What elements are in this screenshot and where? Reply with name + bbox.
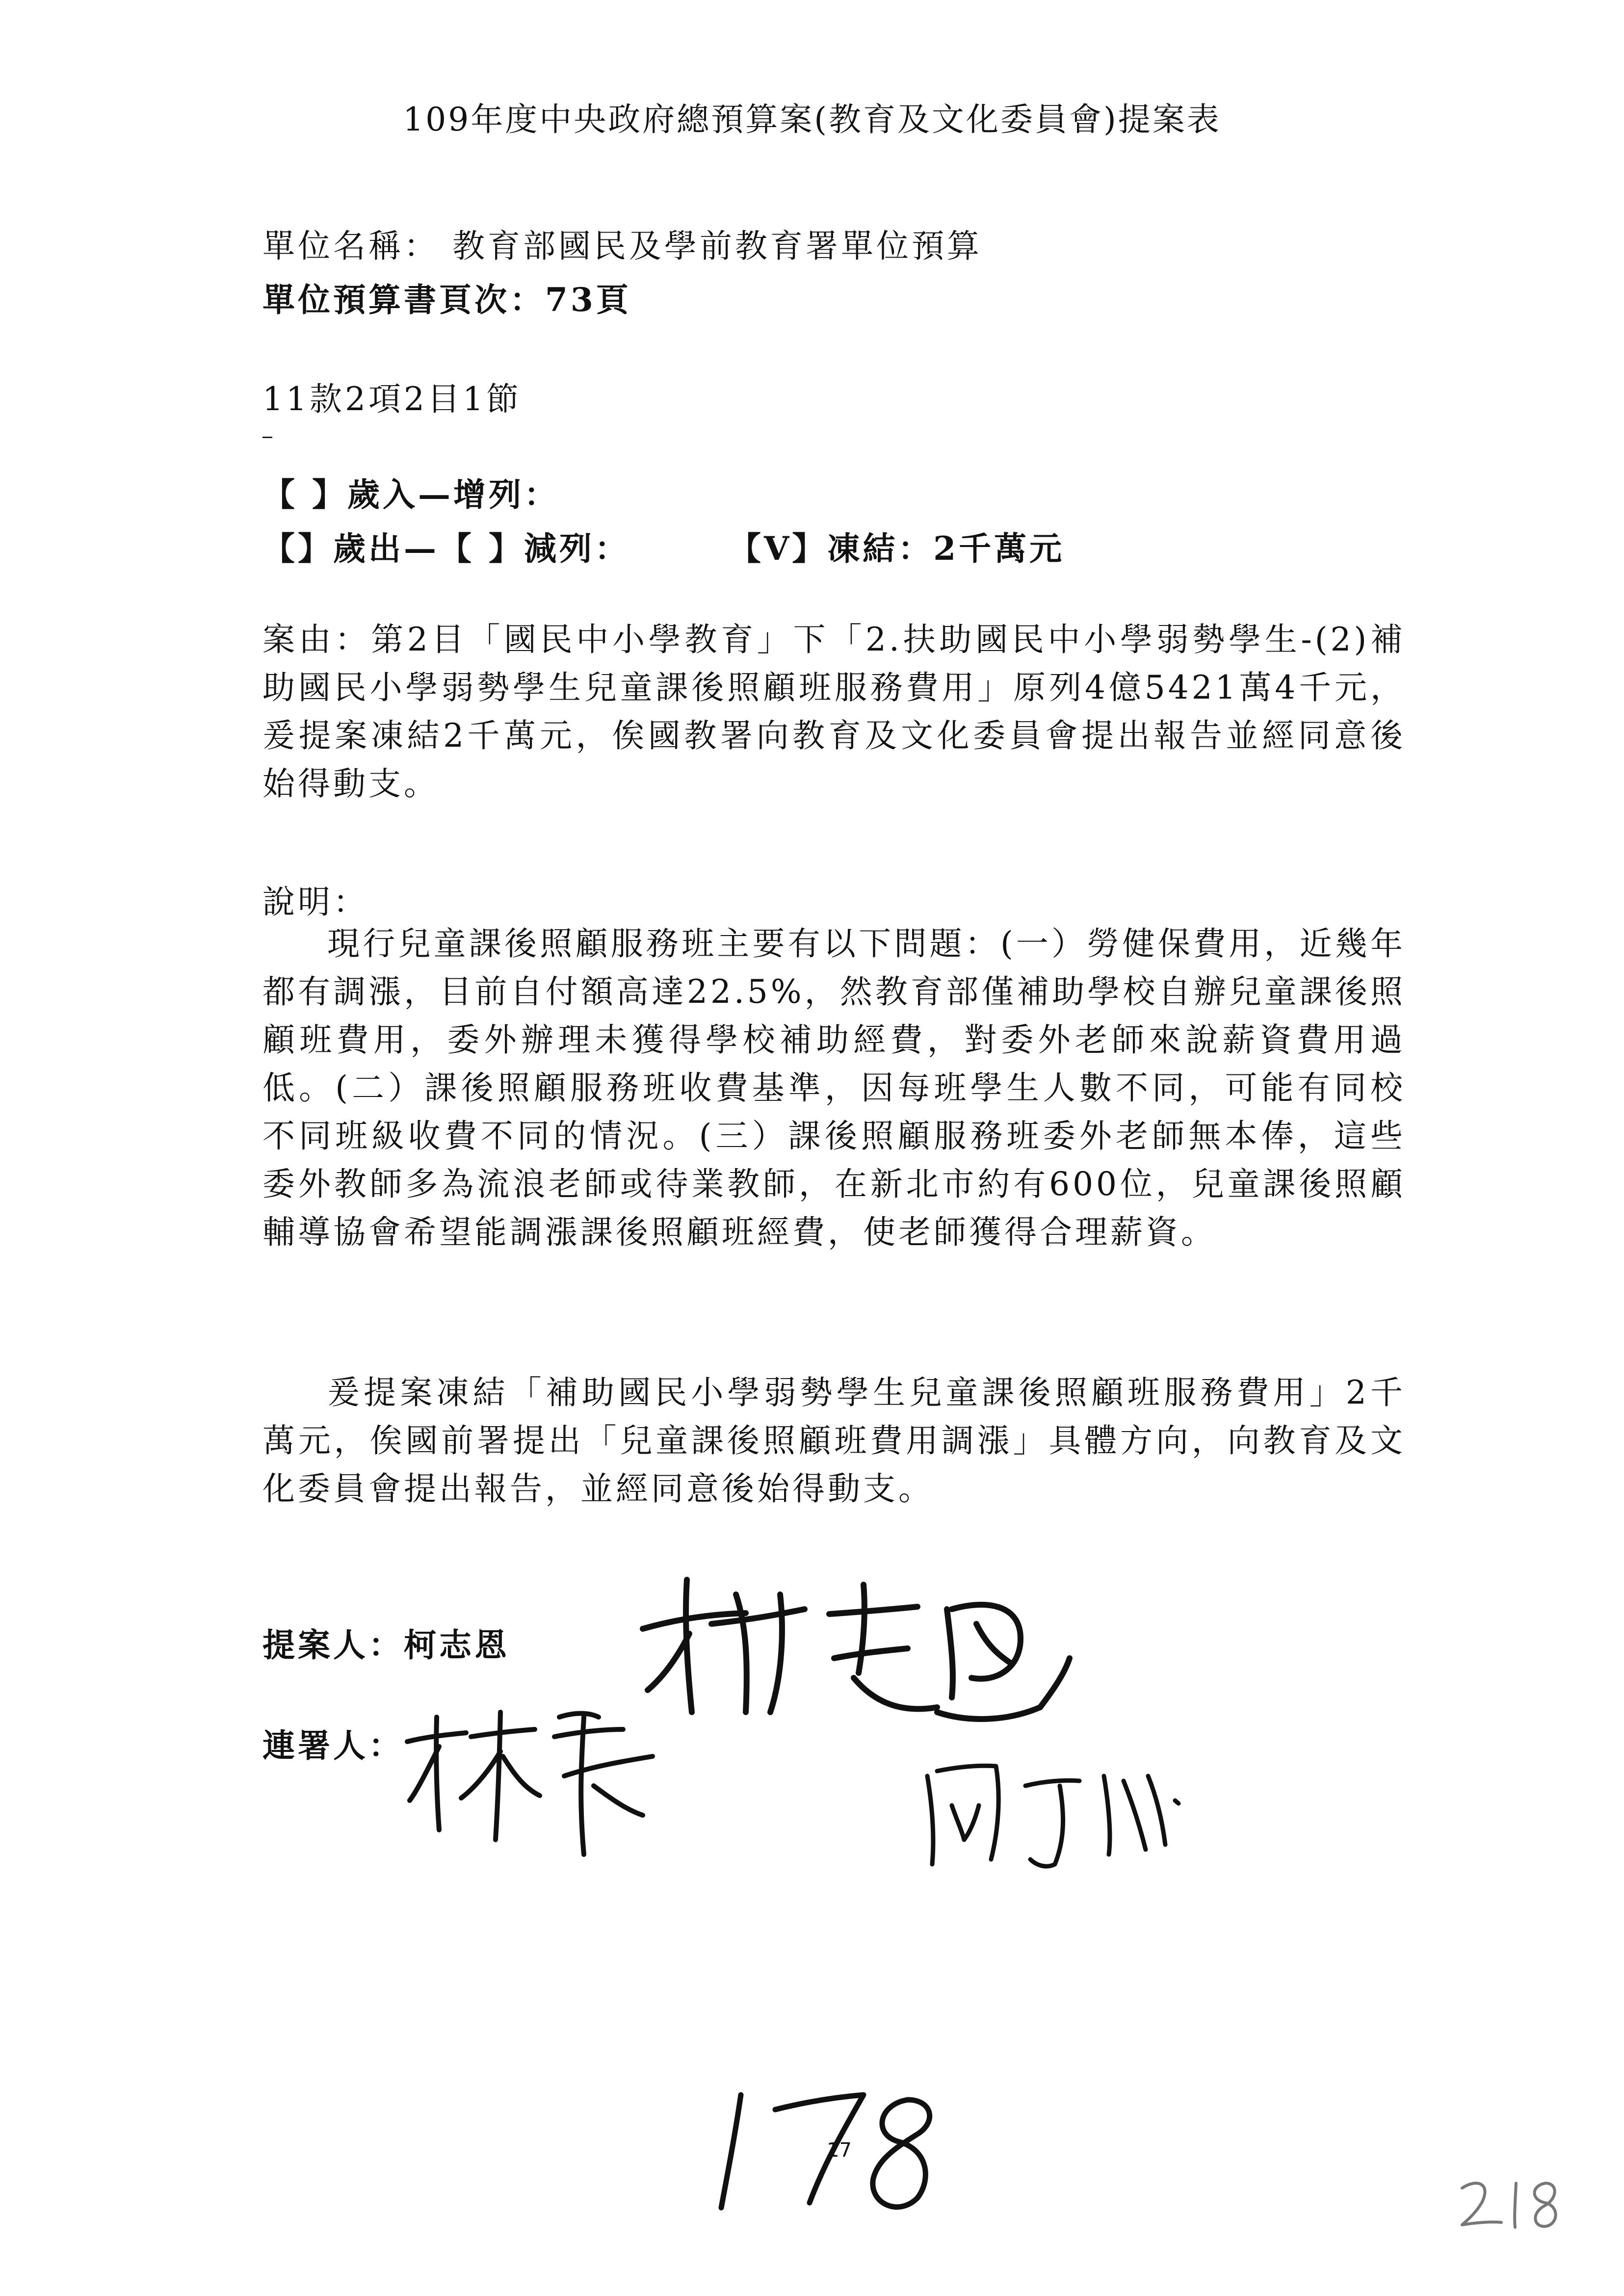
proposer-label: 提案人：柯志恩	[262, 1626, 510, 1664]
divider-dash	[262, 437, 272, 438]
signature-cosigner-2	[917, 1747, 1192, 1876]
page-reference: 單位預算書頁次：73頁	[262, 281, 631, 319]
explanation-label: 說明：	[262, 883, 368, 921]
page-number: 17	[827, 2139, 852, 2162]
signature-cosigner-1	[397, 1702, 672, 1866]
corner-mark	[1452, 2168, 1570, 2239]
reason-paragraph: 案由：第2目「國民中小學教育」下「2.扶助國民中小學弱勢學生-(2)補助國民小學弱勢學生兒童課後照顧班服務費用」原列4億5421萬4千元，爰提案凍結2千萬元，俟國教署向教育及文化委員會提出報告並經同意後始得動支。	[262, 621, 1406, 803]
revenue-line: 【 】歲入—增列：	[262, 475, 559, 514]
freeze-line: 【V】凍結：2千萬元	[729, 529, 1065, 568]
budget-section: 11款2項2目1節	[262, 380, 522, 418]
document-title: 109年度中央政府總預算案(教育及文化委員會)提案表	[403, 101, 1221, 138]
proposal-paragraph: 爰提案凍結「補助國民小學弱勢學生兒童課後照顧班服務費用」2千萬元，俟國前署提出「兒童課後照顧班費用調漲」具體方向，向教育及文化委員會提出報告，並經同意後始得動支。	[262, 1374, 1406, 1508]
expense-line: 【】歲出—【 】減列：	[262, 529, 630, 568]
unit-name-line: 單位名稱： 教育部國民及學前教育署單位預算	[262, 227, 982, 265]
signature-proposer	[633, 1565, 1074, 1729]
cosigner-label: 連署人：	[262, 1726, 404, 1765]
explanation-paragraph: 現行兒童課後照顧服務班主要有以下問題：(一）勞健保費用，近幾年都有調漲，目前自付額高達22.5%，然教育部僅補助學校自辦兒童課後照顧班費用，委外辦理未獲得學校補助經費，對委外老師來說薪資費用過低。(二）課後照顧服務班收費基準，因每班學生人數不同，可能有同校不同班級收費不同的情況。(三）課後照顧服務班委外老師無本俸，這些委外教師多為流浪老師或待業教師，在新北市約有600位，兒童課後照顧輔導協會希望能調漲課後照顧班經費，使老師獲得合理薪資。	[262, 925, 1406, 1251]
